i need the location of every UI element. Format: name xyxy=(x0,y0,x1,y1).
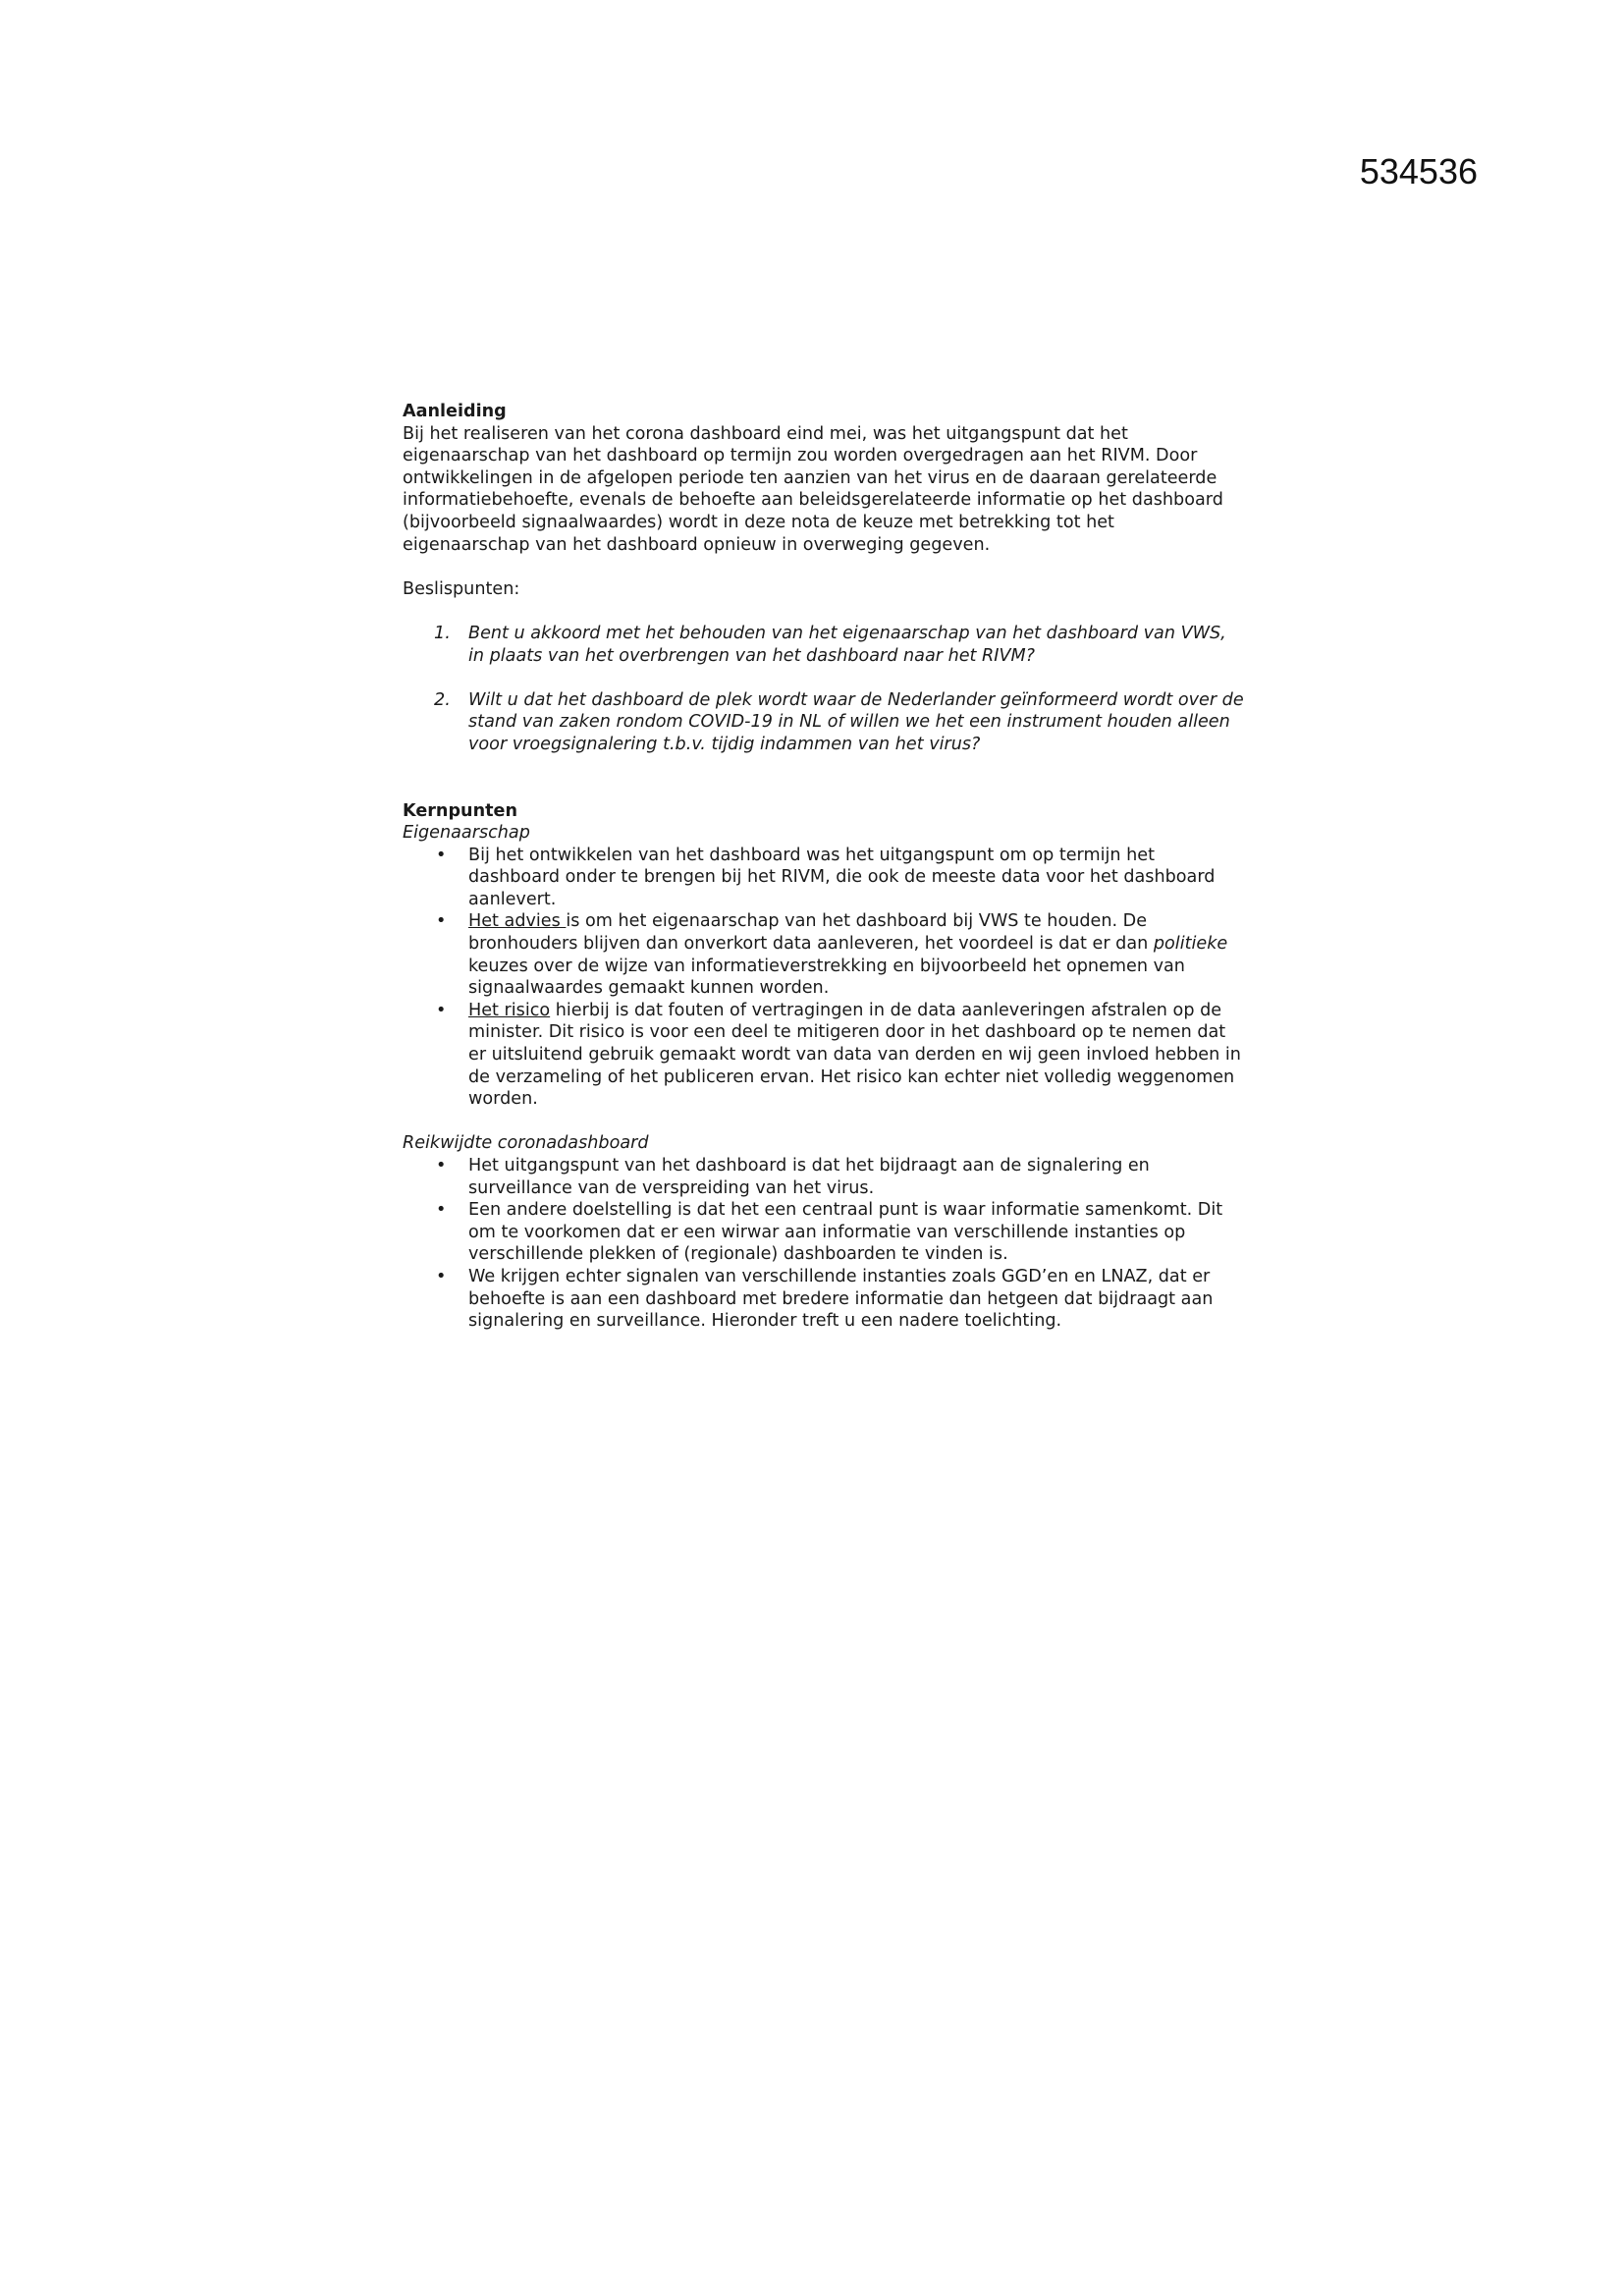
list-number: 2. xyxy=(434,689,451,710)
item-text: keuzes over de wijze van informatieverstrekking en bijvoorbeeld het opnemen van signaalwaardes gemaakt kunnen worden. xyxy=(468,956,1185,999)
item-underlined: Het advies xyxy=(468,911,567,932)
beslispunt-item xyxy=(403,689,1247,756)
beslispunten-list xyxy=(403,623,1247,756)
item-text: Bij het ontwikkelen van het dashboard was het uitgangspunt om op termijn het dashboard onder te brengen bij het RIVM, die ook de meeste data voor het dashboard aanlevert. xyxy=(468,845,1216,909)
list-item xyxy=(403,1266,1247,1333)
beslispunten-label: Beslispunten: xyxy=(403,578,520,599)
eigenaarschap-list xyxy=(403,845,1247,1111)
beslispunt-text: Bent u akkoord met het behouden van het eigenaarschap van het dashboard van VWS, in plaats van het overbrengen van het dashboard naar het RIVM? xyxy=(468,623,1226,666)
reikwijdte-list xyxy=(403,1155,1247,1333)
item-text: Een andere doelstelling is dat het een centraal punt is waar informatie samenkomt. Dit om te voorkomen dat er een wirwar aan informatie van verschillende instanties op verschillende plekken of (regionale) dashboarden te vinden is. xyxy=(468,1200,1223,1265)
item-text: hierbij is dat fouten of vertragingen in de data aanleveringen afstralen op de minister. Dit risico is voor een deel te mitigeren door in het dashboard op te nemen dat er uitsluitend gebruik gemaakt wordt van data van derden en wij geen invloed hebben in de verzameling of het publiceren ervan. Het risico kan echter niet volledig weggenomen worden. xyxy=(468,1000,1241,1110)
subheading-eigenaarschap: Eigenaarschap xyxy=(403,823,530,844)
list-number: 1. xyxy=(434,623,451,643)
item-italic: politieke xyxy=(1153,934,1228,955)
item-underlined: Het risico xyxy=(468,1000,551,1020)
list-item xyxy=(403,910,1247,999)
heading-kernpunten: Kernpunten xyxy=(403,800,517,821)
list-item xyxy=(403,1000,1247,1111)
beslispunt-item xyxy=(403,623,1247,667)
subheading-reikwijdte: Reikwijdte coronadashboard xyxy=(403,1133,649,1154)
item-text: is om het eigenaarschap van het dashboard bij VWS te houden. De bronhouders blijven dan onverkort data aanleveren, het voordeel is dat er dan xyxy=(468,911,1154,955)
beslispunt-text: Wilt u dat het dashboard de plek wordt waar de Nederlander geïnformeerd wordt over de stand van zaken rondom COVID-19 in NL of willen we het een instrument houden alleen voor vroegsignalering t.b.v. tijdig indammen van het virus? xyxy=(468,689,1244,754)
item-text: We krijgen echter signalen van verschillende instanties zoals GGD’en en LNAZ, dat er behoefte is aan een dashboard met bredere informatie dan hetgeen dat bijdraagt aan signalering en surveillance. Hieronder treft u een nadere toelichting. xyxy=(468,1266,1214,1332)
document-body xyxy=(403,401,1247,1333)
list-item xyxy=(403,1199,1247,1266)
item-text: Het uitgangspunt van het dashboard is dat het bijdraagt aan de signalering en surveillance van de verspreiding van het virus. xyxy=(468,1156,1150,1198)
list-item xyxy=(403,1155,1247,1199)
document-number: 534536 xyxy=(1359,151,1478,191)
list-item xyxy=(403,845,1247,911)
heading-aanleiding: Aanleiding xyxy=(403,402,507,421)
aanleiding-text: Bij het realiseren van het corona dashboard eind mei, was het uitgangspunt dat het eigenaarschap van het dashboard op termijn zou worden overgedragen aan het RIVM. Door ontwikkelingen in de afgelopen periode ten aanzien van het virus en de daaraan gerelateerde informatiebehoefte, evenals de behoefte aan beleidsgerelateerde informatie op het dashboard (bijvoorbeeld signaalwaardes) wordt in deze nota de keuze met betrekking tot het eigenaarschap van het dashboard opnieuw in overweging gegeven. xyxy=(403,423,1223,555)
